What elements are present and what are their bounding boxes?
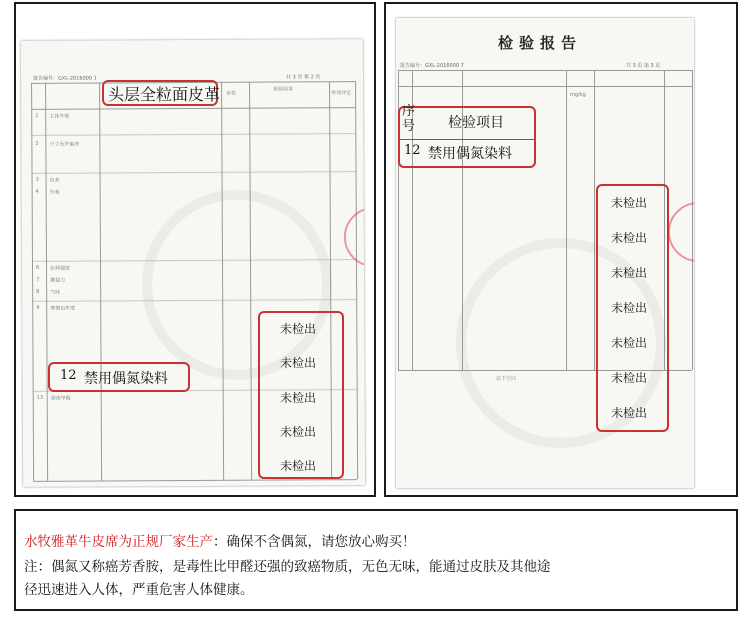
left-sample-name: 头层全粒面皮革 [108,85,221,104]
right-result: 未检出 [611,406,648,420]
left-row-no: 1 [35,112,39,119]
left-page-number: 共 3 页 第 2 页 [286,74,321,81]
left-row-item: 拉伸强度 [50,265,71,272]
notice-line-1 [24,530,416,550]
right-result: 未检出 [611,196,648,210]
left-row-no: 13 [36,394,44,401]
left-banned-item-no: 12 [60,368,77,383]
right-result: 未检出 [611,301,648,315]
left-row-item: 尺寸允许偏差 [49,141,80,148]
left-result-header: 检验结果 [273,86,294,93]
right-item-header: 检验项目 [448,115,504,131]
left-row-item: 主体外观 [49,113,70,120]
right-result: 未检出 [611,266,648,280]
left-row-no: 8 [36,288,40,295]
notice-brand-claim: 水牧雅革牛皮席为正规厂家生产 [24,534,213,550]
left-banned-item-name: 禁用偶氮染料 [84,371,168,387]
left-row-item: 摩擦色牢度 [50,305,76,312]
left-red-seal-stamp [344,207,365,267]
right-report-title: 检验报告 [498,34,583,52]
left-row-no: 4 [35,188,39,195]
left-result: 未检出 [280,356,317,370]
left-row-no: 9 [36,304,40,311]
left-row-no: 3 [35,176,39,183]
left-row-item: 外观 [49,189,60,196]
left-result: 未检出 [280,391,317,405]
right-no-header: 序号 [402,104,416,134]
right-banned-item-no: 12 [404,143,421,158]
left-row-no: 7 [36,276,40,283]
left-result: 未检出 [280,322,317,336]
right-serial: 报告编号：GXL-2016000 7 [400,63,464,69]
notice-line-2: 注：偶氮又称癌芳香胺，是毒性比甲醛还强的致癌物质，无色无味，能通过皮肤及其他途 [24,559,551,575]
left-row-item: 气味 [50,289,61,296]
notice-assurance: ：确保不含偶氮，请您放心购买！ [213,534,416,550]
right-result: 未检出 [611,231,648,245]
right-unit: mg/kg [570,92,586,98]
left-row-no: 2 [35,140,39,147]
right-blank-marker: 以下空白 [496,376,517,382]
left-row-no: 6 [36,264,40,271]
right-page-number: 共 3 页 第 3 页 [626,63,661,69]
right-result: 未检出 [611,336,648,350]
left-judge-header: 单项评定 [331,90,352,97]
left-result: 未检出 [280,459,317,473]
notice-line-3: 径迅速进入人体，严重危害人体健康。 [24,582,254,598]
left-row-item: 游离甲醛 [50,395,71,402]
left-row-item: 撕裂力 [50,277,66,284]
left-serial: 报告编号：GXL-2016000 1 [33,75,97,82]
right-banned-item-name: 禁用偶氮染料 [428,146,512,162]
left-unit-header: 单位 [226,90,237,97]
right-red-seal-stamp [668,202,694,262]
left-result: 未检出 [280,425,317,439]
left-row-item: 色差 [49,177,60,184]
right-result: 未检出 [611,371,648,385]
